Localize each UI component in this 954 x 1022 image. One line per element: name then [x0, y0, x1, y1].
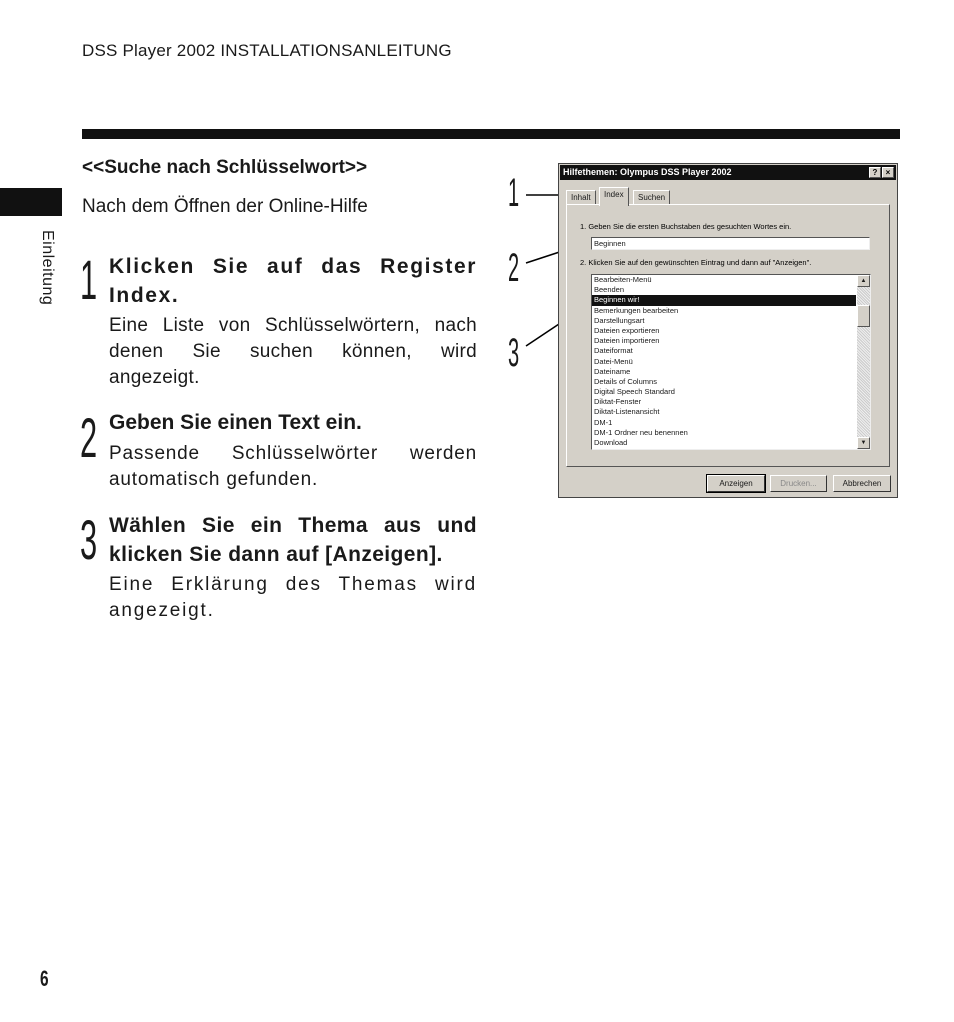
scroll-down-icon[interactable]: ▼	[857, 437, 870, 449]
dialog-title: Hilfethemen: Olympus DSS Player 2002	[563, 167, 732, 177]
page-number: 6	[40, 966, 49, 991]
step-3-number: 3	[80, 508, 98, 571]
show-button[interactable]: Anzeigen	[707, 475, 765, 492]
callout-3: 3	[508, 331, 520, 375]
list-item-selected[interactable]: Beginnen wir!	[592, 295, 856, 305]
tab-suchen[interactable]: Suchen	[633, 190, 670, 205]
list-item[interactable]: Details of Columns	[594, 376, 657, 386]
step-1-number: 1	[80, 248, 98, 311]
step-1-body: Eine Liste von Schlüsselwörtern, nach denen Sie suchen können, wird angezeigt.	[109, 315, 477, 388]
list-item[interactable]: Download	[594, 438, 628, 447]
dialog-title-bar	[560, 165, 896, 180]
help-topics-dialog	[558, 163, 898, 498]
list-item[interactable]: DM-1 Ordner neu benennen	[594, 427, 688, 437]
list-item[interactable]: Bemerkungen bearbeiten	[594, 305, 679, 315]
list-item[interactable]: Dateiname	[594, 366, 631, 376]
running-header: DSS Player 2002 INSTALLATIONSANLEITUNG	[82, 41, 452, 60]
callout-1: 1	[508, 171, 520, 215]
step-1-title: Klicken Sie auf das Register Index.	[109, 255, 477, 307]
step-3-body: Eine Erklärung des Themas wird angezeigt.	[109, 574, 477, 621]
list-item[interactable]: Diktat-Listenansicht	[594, 407, 660, 417]
list-item[interactable]: Darstellungsart	[594, 315, 645, 325]
close-button[interactable]: ×	[882, 167, 894, 178]
tab-inhalt[interactable]: Inhalt	[566, 190, 596, 205]
list-item[interactable]: Datei-Menü	[594, 356, 633, 366]
step-2-body: Passende Schlüsselwörter werden automatisch gefunden.	[109, 443, 477, 490]
callout-2: 2	[508, 246, 520, 290]
chapter-side-label: Einleitung	[39, 230, 56, 306]
keyword-list[interactable]	[591, 274, 871, 450]
step-3-title: Wählen Sie ein Thema aus und klicken Sie dann auf [Anzeigen].	[109, 514, 477, 566]
tab-index[interactable]: Index	[599, 187, 629, 206]
list-item[interactable]: Digital Speech Standard	[594, 387, 675, 397]
list-item[interactable]: Dateien importieren	[594, 336, 660, 346]
section-intro: Nach dem Öffnen der Online-Hilfe	[82, 196, 368, 217]
cancel-button[interactable]: Abbrechen	[833, 475, 891, 492]
step-2-number: 2	[80, 406, 98, 469]
list-item[interactable]: Dateien exportieren	[594, 325, 660, 335]
scroll-thumb[interactable]	[857, 305, 870, 327]
list-item[interactable]: DM-1	[594, 417, 613, 427]
print-button[interactable]: Drucken...	[770, 475, 827, 492]
help-button[interactable]: ?	[869, 167, 881, 178]
list-item[interactable]: Diktat-Fenster	[594, 397, 642, 407]
instruction-2: 2. Klicken Sie auf den gewünschten Eintrag und dann auf "Anzeigen".	[580, 258, 812, 267]
list-item[interactable]: Beenden	[594, 285, 625, 295]
section-heading: <<Suche nach Schlüsselwort>>	[82, 157, 368, 178]
list-item[interactable]: Dateiformat	[594, 346, 633, 356]
step-2-title: Geben Sie einen Text ein.	[109, 411, 362, 434]
instruction-1: 1. Geben Sie die ersten Buchstaben des gesuchten Wortes ein.	[580, 222, 792, 231]
scroll-up-icon[interactable]: ▲	[857, 275, 870, 287]
list-scrollbar[interactable]	[857, 275, 870, 449]
search-input[interactable]: Beginnen	[591, 237, 870, 250]
list-item[interactable]: Bearbeiten-Menü	[594, 275, 652, 284]
